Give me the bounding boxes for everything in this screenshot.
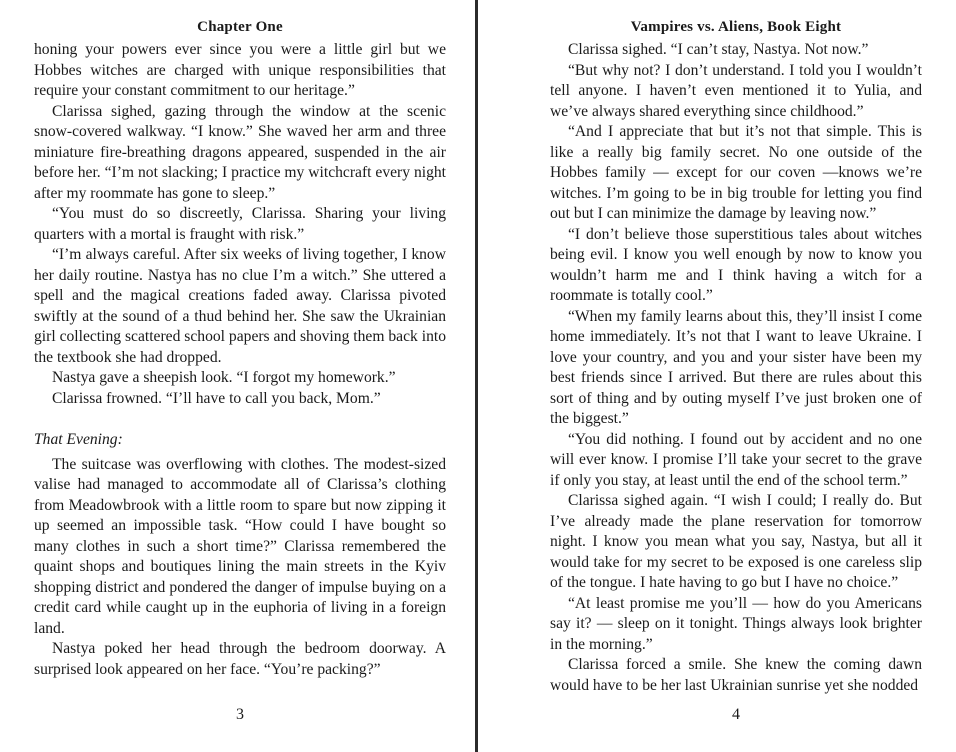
section-heading: That Evening: — [34, 431, 123, 448]
right-page-body — [550, 40, 922, 696]
paragraph: “I don’t believe those superstitious tales about witches being evil. I know you well enough by now to know you wouldn’t harm me and I think having a witch for a roommate is totally cool.” — [550, 225, 922, 304]
paragraph: “When my family learns about this, they’ll insist I come home immediately. It’s not that I want to leave Ukraine. I love your country, and you and your sister have been my best friends since I arrived. But there are rules about this sort of thing and by outing myself I’ve just broken one of the biggest.” — [550, 307, 922, 427]
right-page — [478, 0, 956, 752]
paragraph: “You did nothing. I found out by accident and no one will ever know. I promise I’ll take your secret to the grave if only you stay, at least until the end of the school term.” — [550, 430, 922, 489]
paragraph: Clarissa frowned. “I’ll have to call you back, Mom.” — [52, 389, 381, 407]
paragraph: “And I appreciate that but it’s not that simple. This is like a really big family secret. No one outside of the Hobbes family — except for our coven —knows we’re witches. I’m going to be in big trouble for letting you find out but I can minimize the damage by leaving now.” — [550, 123, 922, 222]
book-title-header: Vampires vs. Aliens, Book Eight — [630, 19, 842, 35]
left-page — [0, 0, 476, 752]
paragraph: Clarissa sighed, gazing through the window at the scenic snow-covered walkway. “I know.” She waved her arm and three miniature fire-breathing dragons appeared, suspended in the air before her. “I’m not slacking; I practice my witchcraft every night after my roommate has gone to sleep.” — [34, 102, 446, 202]
paragraph: honing your powers ever since you were a little girl but we Hobbes witches are charged with unique responsibilities that require your constant commitment to our heritage.” — [34, 41, 446, 99]
page-number: 3 — [236, 706, 244, 723]
paragraph: “At least promise me you’ll — how do you Americans say it? — sleep on it tonight. Things always look brighter in the morning.” — [550, 594, 922, 653]
paragraph: Nastya gave a sheepish look. “I forgot my homework.” — [52, 369, 396, 386]
paragraph: Clarissa forced a smile. She knew the coming dawn would have to be her last Ukrainian sunrise yet she nodded — [550, 656, 922, 694]
paragraph: Clarissa sighed. “I can’t stay, Nastya. Not now.” — [568, 41, 869, 58]
paragraph: Nastya poked her head through the bedroom doorway. A surprised look appeared on her face. “You’re packing?” — [34, 640, 446, 678]
paragraph: “You must do so discreetly, Clarissa. Sharing your living quarters with a mortal is fraught with risk.” — [34, 205, 446, 243]
paragraph: “I’m always careful. After six weeks of living together, I know her daily routine. Nastya has no clue I’m a witch.” She uttered a spell and the magical creations faded away. Clarissa pivoted swiftly at the sound of a thud behind her. She saw the Ukrainian girl collecting scattered school papers and shoving them back into the textbook she had dropped. — [34, 246, 446, 366]
page-number: 4 — [732, 706, 740, 723]
paragraph: The suitcase was overflowing with clothes. The modest-sized valise had managed to accommodate all of Clarissa’s clothing from Meadowbrook with a little room to spare but now zipping it up seemed an impossible task. “How could I have bought so many clothes in such a short time?” Clarissa remembered the quaint shops and boutiques lining the main streets in the Kyiv shopping district and pondered the danger of impulse buying on a credit card while caught up in the euphoria of living in a foreign land. — [34, 455, 446, 637]
left-page-body — [34, 40, 446, 680]
paragraph: “But why not? I don’t understand. I told you I wouldn’t tell anyone. I haven’t even mentioned it to Yulia, and we’ve always shared everything since childhood.” — [550, 61, 922, 120]
paragraph: Clarissa sighed again. “I wish I could; I really do. But I’ve already made the plane reservation for tomorrow night. I know you mean what you say, Nastya, but all it would take for my secret to be exposed is one careless slip of the tongue. I hate having to go but I have no choice.” — [550, 492, 922, 591]
chapter-header: Chapter One — [197, 19, 283, 35]
